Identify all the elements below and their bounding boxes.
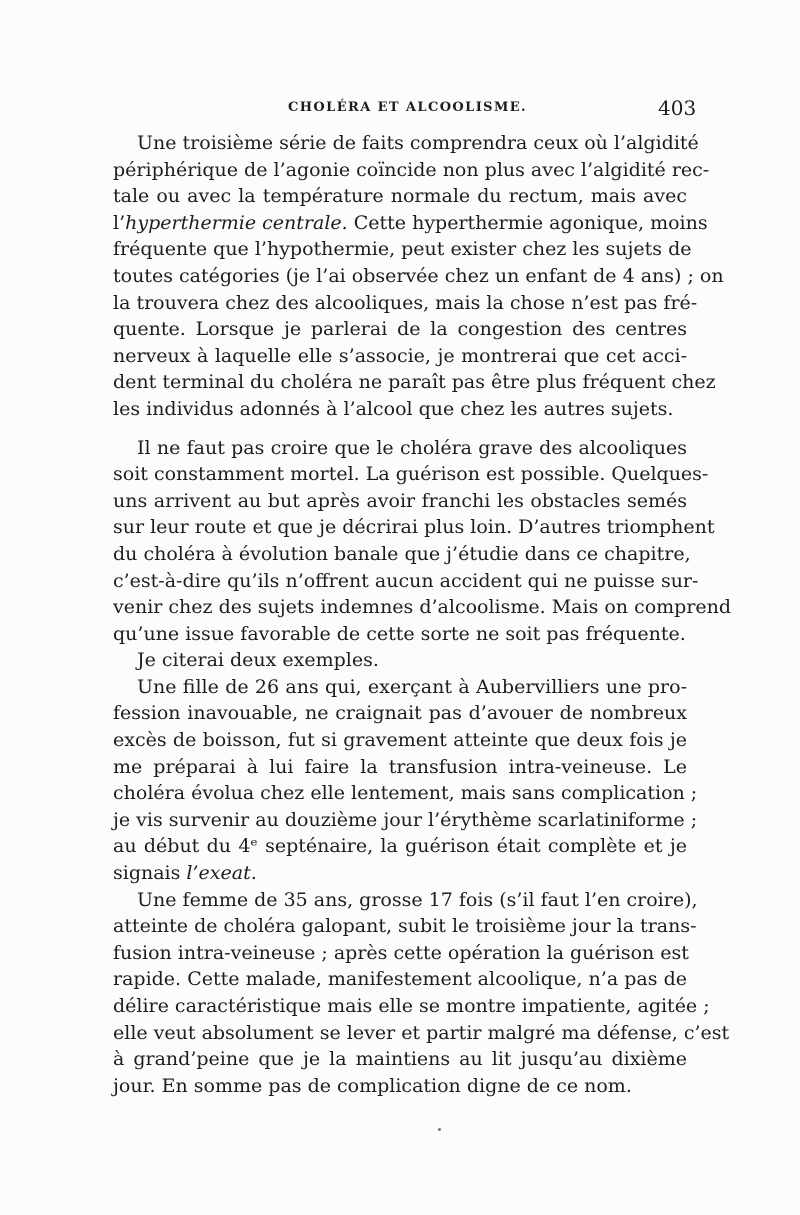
running-title: CHOLÉRA ET ALCOOLISME. [288,100,527,115]
text-line: dent terminal du choléra ne paraît pas être plus fréquent chez [113,371,716,394]
text-line: au début du 4ᵉ septénaire, la guérison était complète et je [113,835,687,858]
text-line: me préparai à lui faire la transfusion intra-veineuse. Le [113,755,687,778]
text-line: Une fille de 26 ans qui, exerçant à Aubervilliers une pro- [137,675,687,698]
text-line: elle veut absolument se lever et partir malgré ma défense, c’est [113,1021,730,1044]
text-line: rapide. Cette malade, manifestement alcoolique, n’a pas de [113,968,687,991]
text-line: uns arrivent au but après avoir franchi les obstacles semés [113,489,687,512]
text-line: atteinte de choléra galopant, subit le troisième jour la trans- [113,915,697,938]
italic-term: hyperthermie centrale. [125,211,348,234]
text-line: Une troisième série de faits comprendra ceux où l’algidité [137,132,699,154]
text-line: délire caractéristique mais elle se montre impatiente, agitée ; [113,995,710,1017]
text-line: la trouvera chez des alcooliques, mais la chose n’est pas fré- [113,291,698,314]
text-line: Il ne faut pas croire que le choléra grave des alcooliques [137,436,687,459]
text-line-mixed [113,210,708,237]
text-line: fréquente que l’hypothermie, peut exister chez les sujets de [113,238,692,261]
text-line: je vis survenir au douzième jour l’érythème scarlatiniforme ; [113,808,698,831]
text-line: à grand’peine que je la maintiens au lit jusqu’au dixième [113,1048,687,1071]
ink-speck [438,1128,441,1131]
text-line: fusion intra-veineuse ; après cette opération la guérison est [113,941,689,964]
paragraph-1 [113,130,724,423]
text-line: toutes catégories (je l’ai observée chez un enfant de 4 ans) ; on [113,264,724,287]
text-line: nerveux à laquelle elle s’associe, je montrerai que cet acci- [113,344,687,367]
page-header [288,96,697,124]
text-fragment: Cette hyperthermie agonique, moins [347,211,708,234]
text-line: excès de boisson, fut si gravement atteinte que deux fois je [113,729,687,752]
body-text [113,130,732,1099]
text-line: quente. Lorsque je parlerai de la congestion des centres [113,318,687,341]
text-line: Je citerai deux exemples. [137,649,379,672]
paragraph-5 [113,887,730,1100]
text-line: les individus adonnés à l’alcool que chez les autres sujets. [113,397,674,420]
text-line: c’est-à-dire qu’ils n’offrent aucun accident qui ne puisse sur- [113,569,699,592]
paragraph-gap [113,423,687,435]
text-line: soit constamment mortel. La guérison est possible. Quelques- [113,463,709,486]
italic-term: l’exeat. [186,862,257,885]
text-line: périphérique de l’agonie coïncide non plus avec l’algidité rec- [113,158,710,181]
paragraph-4 [113,674,698,887]
text-fragment: l’ [113,211,126,234]
text-line: du choléra à évolution banale que j’étudie dans ce chapitre, [113,542,691,565]
paragraph-3 [113,647,687,674]
text-line: qu’une issue favorable de cette sorte ne soit pas fréquente. [113,622,686,645]
text-line: venir chez des sujets indemnes d’alcoolisme. Mais on comprend [113,596,732,619]
text-line: Une femme de 35 ans, grosse 17 fois (s’il faut l’en croire), [137,888,698,911]
text-line: choléra évolua chez elle lentement, mais sans complication ; [113,782,698,805]
page-number: 403 [658,96,697,120]
paragraph-2 [113,435,732,648]
text-line: sur leur route et que je décrirai plus loin. D’autres triomphent [113,516,715,539]
text-line: jour. En somme pas de complication digne de ce nom. [113,1074,632,1097]
text-line: tale ou avec la température normale du rectum, mais avec [113,185,687,208]
text-line: fession inavouable, ne craignait pas d’avouer de nombreux [113,702,687,725]
text-line-mixed [113,860,687,887]
text-fragment: signais [113,862,187,885]
